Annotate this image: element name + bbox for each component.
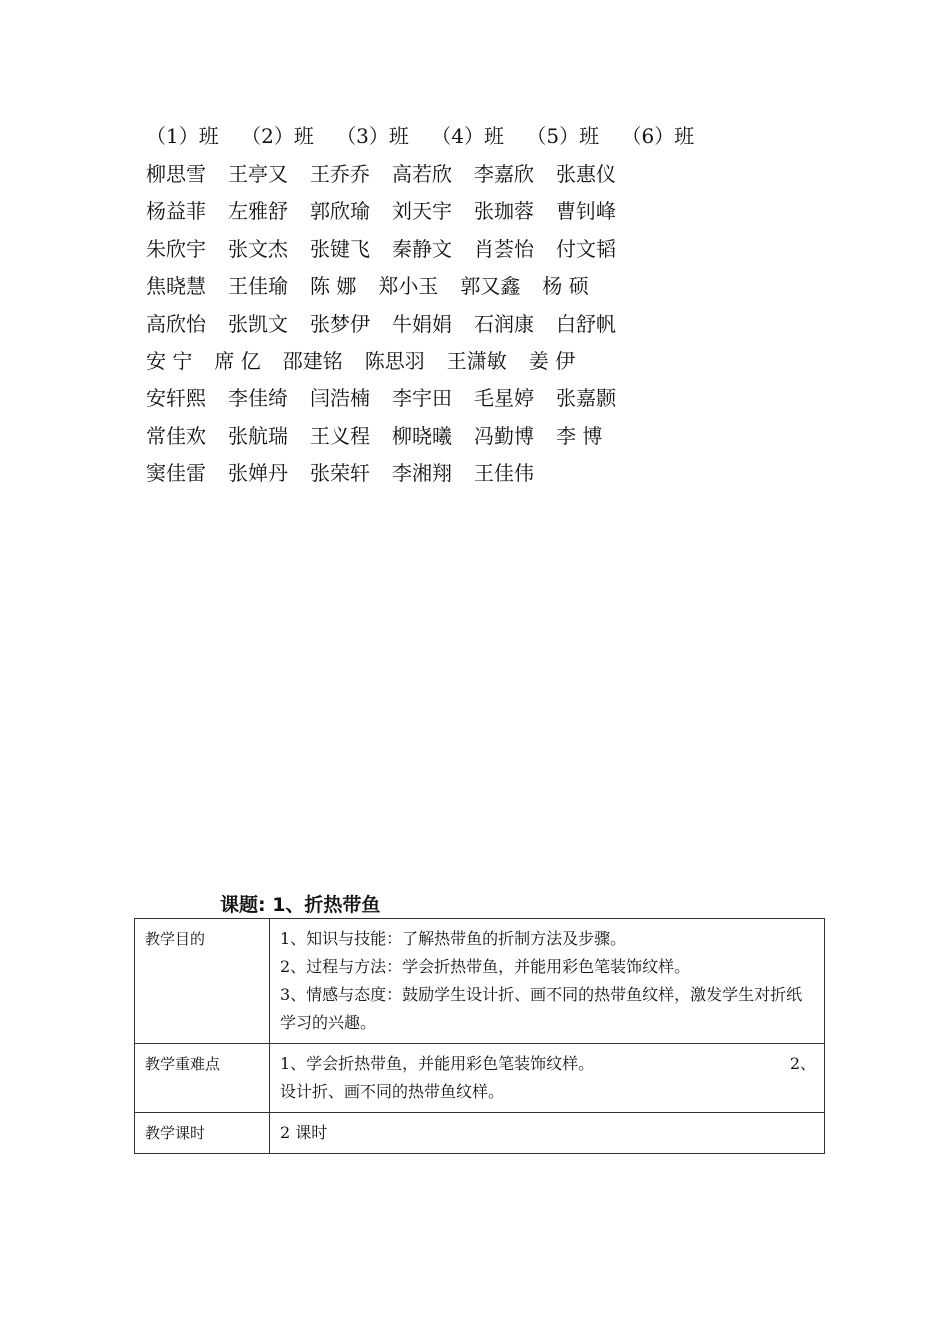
content-line: 1、知识与技能：了解热带鱼的折制方法及步骤。: [280, 929, 627, 948]
content-line-left: 1、学会折热带鱼，并能用彩色笔装饰纹样。: [280, 1054, 595, 1073]
student-name: 李佳绮: [228, 386, 288, 411]
student-name: 柳晓曦: [392, 423, 452, 448]
student-name: 曹钊峰: [556, 199, 616, 224]
lesson-title: 课题: 1、折热带鱼: [220, 894, 381, 916]
student-name: 安 宁: [146, 348, 193, 373]
row-label: 教学目的: [135, 919, 270, 1044]
student-name: 张文杰: [228, 236, 288, 261]
name-row: [146, 235, 766, 272]
class-header: （1）班: [146, 124, 219, 148]
student-name: 李 博: [556, 423, 603, 448]
student-name-list: [146, 160, 766, 497]
row-content: [270, 919, 825, 1044]
row-label: 教学课时: [135, 1113, 270, 1154]
student-name: 李宇田: [392, 386, 452, 411]
student-name: 柳思雪: [146, 162, 206, 186]
student-name: 王潇敏: [446, 348, 507, 373]
row-content: [270, 1113, 825, 1154]
table-row: [135, 919, 825, 1044]
student-name: 常佳欢: [146, 423, 206, 448]
name-row: [146, 347, 766, 384]
student-name: 焦晓慧: [146, 274, 206, 299]
student-name: 杨 硕: [542, 274, 589, 299]
class-header: （2）班: [241, 124, 314, 148]
student-name: 姜 伊: [528, 348, 576, 373]
student-name: 王佳瑜: [228, 274, 288, 299]
class-header: （6）班: [621, 124, 695, 148]
student-name: 李嘉欣: [474, 162, 534, 186]
row-content: [270, 1044, 825, 1113]
content-line: 2 课时: [280, 1123, 328, 1142]
content-line: 3、情感与态度：鼓励学生设计折、画不同的热带鱼纹样，激发学生对折纸学习的兴趣。: [280, 985, 803, 1032]
class-header: （3）班: [336, 124, 409, 148]
student-name: 王义程: [310, 423, 370, 448]
table-row: [135, 1044, 825, 1113]
student-name: 王乔乔: [310, 162, 370, 186]
student-name: 郑小玉: [378, 274, 439, 299]
student-name: 张婵丹: [228, 461, 288, 486]
student-name: 张键飞: [310, 236, 370, 261]
student-name: 安轩熙: [146, 386, 206, 411]
content-line-right: 2、: [789, 1054, 816, 1073]
student-name: 刘天宇: [392, 199, 452, 224]
name-row: [146, 272, 766, 309]
student-name: 石润康: [474, 311, 534, 336]
student-name: 张嘉颢: [556, 386, 616, 411]
class-header-row: [146, 122, 694, 150]
student-name: 陈 娜: [310, 274, 357, 299]
class-header: （4）班: [431, 124, 505, 148]
student-name: 杨益菲: [146, 199, 206, 224]
student-name: 左雅舒: [228, 199, 288, 224]
student-name: 张珈蓉: [474, 199, 534, 224]
name-row: [146, 310, 766, 347]
name-row: [146, 422, 766, 459]
student-name: 张荣轩: [310, 461, 370, 486]
student-name: 牛娟娟: [392, 311, 452, 336]
student-name: 郭又鑫: [460, 274, 521, 299]
name-row: [146, 459, 766, 496]
student-name: 秦静文: [392, 236, 452, 261]
name-row: [146, 384, 766, 421]
student-name: 郭欣瑜: [310, 199, 370, 224]
row-label: 教学重难点: [135, 1044, 270, 1113]
content-line: [280, 1050, 816, 1078]
name-row: [146, 197, 766, 234]
table-row: [135, 1113, 825, 1154]
student-name: 闫浩楠: [310, 386, 370, 411]
student-name: 张梦伊: [310, 311, 370, 336]
student-name: 冯勤博: [474, 423, 534, 448]
student-name: 席 亿: [214, 348, 261, 373]
class-header: （5）班: [526, 124, 600, 148]
student-name: 王亭又: [228, 162, 288, 186]
student-name: 张航瑞: [228, 423, 288, 448]
name-row: [146, 160, 766, 197]
lesson-plan-table: [134, 918, 825, 1154]
student-name: 窦佳雷: [146, 461, 206, 486]
student-name: 王佳伟: [474, 461, 534, 486]
content-line: 2、过程与方法：学会折热带鱼，并能用彩色笔装饰纹样。: [280, 957, 691, 976]
student-name: 付文韬: [556, 236, 616, 261]
student-name: 邵建铭: [282, 348, 343, 373]
student-name: 朱欣宇: [146, 236, 206, 261]
student-name: 高欣怡: [146, 311, 206, 336]
content-line: 设计折、画不同的热带鱼纹样。: [280, 1082, 505, 1101]
student-name: 毛星婷: [474, 386, 534, 411]
student-name: 高若欣: [392, 162, 452, 186]
student-name: 肖荟怡: [474, 236, 534, 261]
student-name: 张惠仪: [556, 162, 616, 186]
student-name: 张凯文: [228, 311, 288, 336]
student-name: 李湘翔: [392, 461, 452, 486]
student-name: 白舒帆: [556, 311, 616, 336]
student-name: 陈思羽: [364, 348, 425, 373]
